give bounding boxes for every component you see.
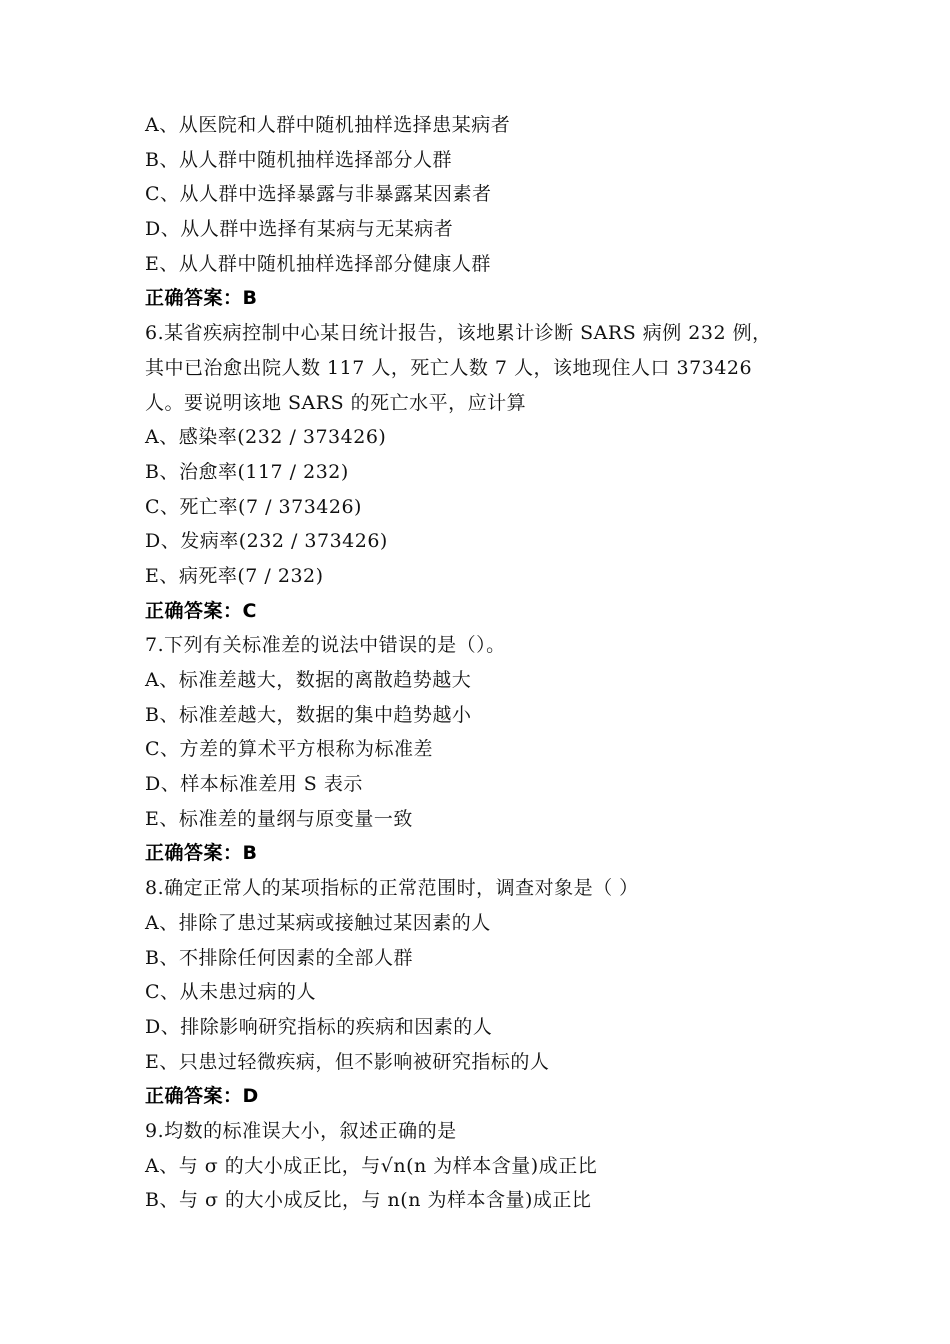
question-stem: 其中已治愈出院人数 117 人，死亡人数 7 人，该地现住人口 373426 [145, 356, 753, 379]
question-stem: 人。要说明该地 SARS 的死亡水平，应计算 [145, 391, 527, 414]
option-line: A、从医院和人群中随机抽样选择患某病者 [145, 114, 511, 136]
option-line: B、治愈率(117 / 232) [145, 460, 349, 483]
option-line: E、标准差的量纲与原变量一致 [145, 807, 413, 830]
option-line: B、与 σ 的大小成反比，与 n(n 为样本含量)成正比 [145, 1189, 592, 1212]
option-line: D、从人群中选择有某病与无某病者 [145, 218, 454, 241]
correct-answer: 正确答案：B [145, 842, 258, 865]
question-stem: 9.均数的标准误大小，叙述正确的是 [145, 1119, 457, 1142]
option-line: D、样本标准差用 S 表示 [145, 773, 363, 796]
correct-answer: 正确答案：D [145, 1085, 259, 1108]
option-line: C、死亡率(7 / 373426) [145, 495, 362, 518]
option-line: B、标准差越大，数据的集中趋势越小 [145, 703, 472, 726]
option-line: B、不排除任何因素的全部人群 [145, 946, 413, 969]
correct-answer: 正确答案：C [145, 599, 257, 622]
option-line: D、发病率(232 / 373426) [145, 530, 388, 553]
option-line: A、标准差越大，数据的离散趋势越大 [145, 669, 472, 691]
question-list [145, 108, 845, 1218]
correct-answer: 正确答案：B [145, 287, 258, 310]
option-line: A、排除了患过某病或接触过某因素的人 [145, 911, 491, 934]
option-line: B、从人群中随机抽样选择部分人群 [145, 148, 452, 171]
question-stem: 7.下列有关标准差的说法中错误的是（）。 [145, 634, 506, 657]
option-line: C、方差的算术平方根称为标准差 [145, 738, 434, 761]
question-stem: 6.某省疾病控制中心某日统计报告，该地累计诊断 SARS 病例 232 例， [145, 322, 772, 345]
option-line: C、从人群中选择暴露与非暴露某因素者 [145, 183, 492, 206]
question-stem: 8.确定正常人的某项指标的正常范围时，调查对象是（ ） [145, 877, 639, 900]
option-line: E、只患过轻微疾病，但不影响被研究指标的人 [145, 1050, 550, 1073]
option-line: A、感染率(232 / 373426) [145, 426, 387, 449]
option-line: E、病死率(7 / 232) [145, 564, 324, 587]
option-line: C、从未患过病的人 [145, 981, 317, 1004]
option-line: E、从人群中随机抽样选择部分健康人群 [145, 252, 491, 275]
option-line: A、与 σ 的大小成正比，与√n(n 为样本含量)成正比 [145, 1154, 598, 1177]
option-line: D、排除影响研究指标的疾病和因素的人 [145, 1015, 493, 1038]
